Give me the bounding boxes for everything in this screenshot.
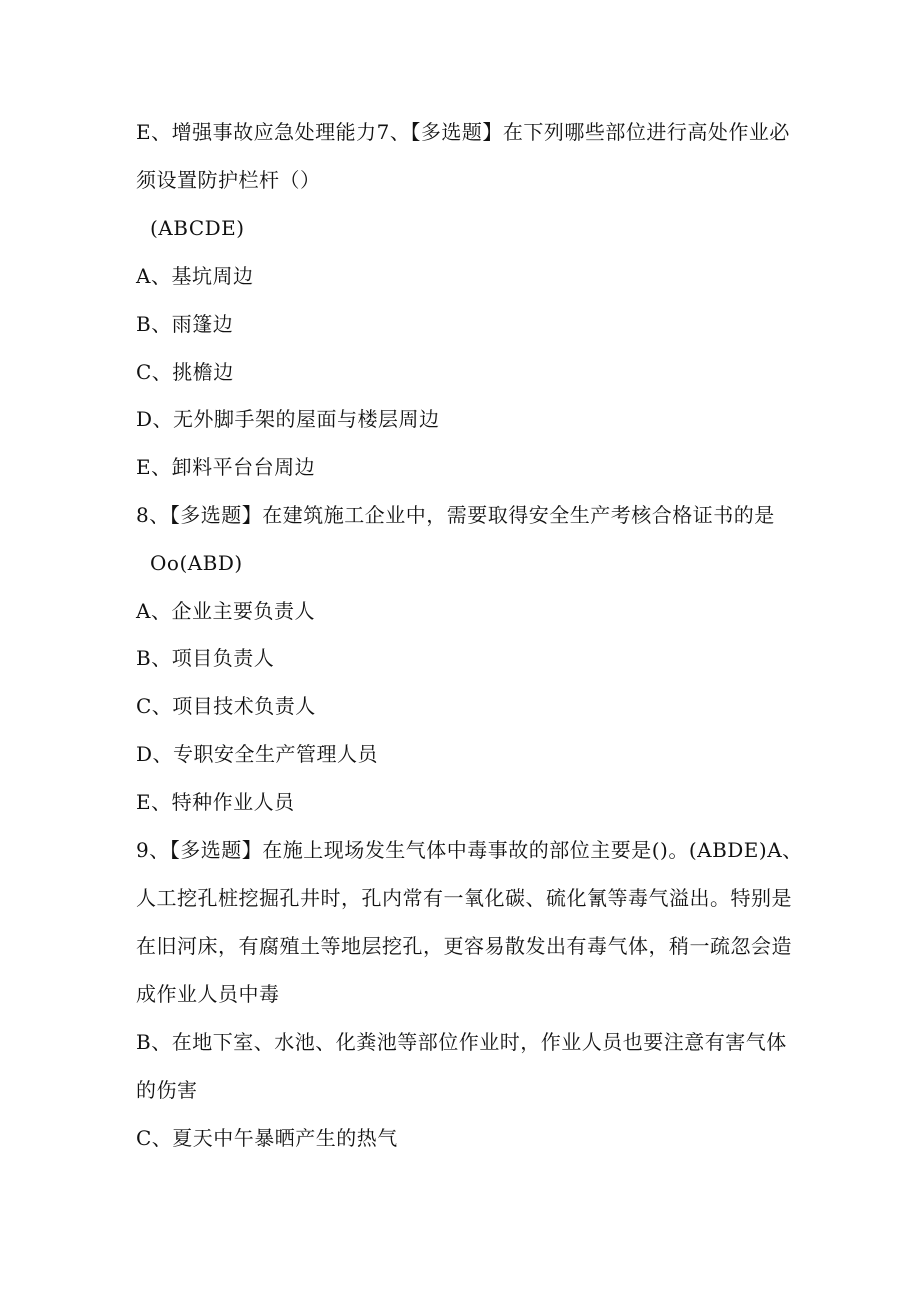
option-c-q8: C、项目技术负责人 <box>136 694 316 718</box>
answer-q8: Oo(ABD) <box>150 551 243 575</box>
answer-q7: (ABCDE) <box>150 216 245 240</box>
option-b-q9-line-2: 的伤害 <box>136 1078 198 1102</box>
question-9-title: 9、【多选题】在施上现场发生气体中毒事故的部位主要是()。(ABDE)A、 <box>136 838 803 862</box>
option-d-q8: D、专职安全生产管理人员 <box>136 742 379 766</box>
option-e-q7: E、卸料平台台周边 <box>136 455 316 479</box>
option-b-q8: B、项目负责人 <box>136 646 275 670</box>
option-e-q8: E、特种作业人员 <box>136 790 295 814</box>
text-line-option-e-q7-title: E、增强事故应急处理能力7、【多选题】在下列哪些部位进行高处作业必 <box>136 120 790 144</box>
option-a-q9-line-2: 在旧河床，有腐殖土等地层挖孔，更容易散发出有毒气体，稍一疏忽会造 <box>136 934 792 958</box>
option-a-q9-line-1: 人工挖孔桩挖掘孔井时，孔内常有一氧化碳、硫化氰等毒气溢出。特别是 <box>136 886 792 910</box>
option-c-q9: C、夏天中午暴晒产生的热气 <box>136 1126 398 1150</box>
option-a-q8: A、企业主要负责人 <box>136 599 315 623</box>
option-a-q7: A、基坑周边 <box>136 264 254 288</box>
option-c-q7: C、挑檐边 <box>136 360 234 384</box>
text-line-q7-title-cont: 须设置防护栏杆（） <box>136 168 321 192</box>
question-8-title: 8、【多选题】在建筑施工企业中，需要取得安全生产考核合格证书的是 <box>136 503 775 527</box>
option-d-q7: D、无外脚手架的屋面与楼层周边 <box>136 407 440 431</box>
option-a-q9-line-3: 成作业人员中毒 <box>136 982 280 1006</box>
option-b-q9-line-1: B、在地下室、水池、化粪池等部位作业时，作业人员也要注意有害气体 <box>136 1030 787 1054</box>
option-b-q7: B、雨篷边 <box>136 312 234 336</box>
